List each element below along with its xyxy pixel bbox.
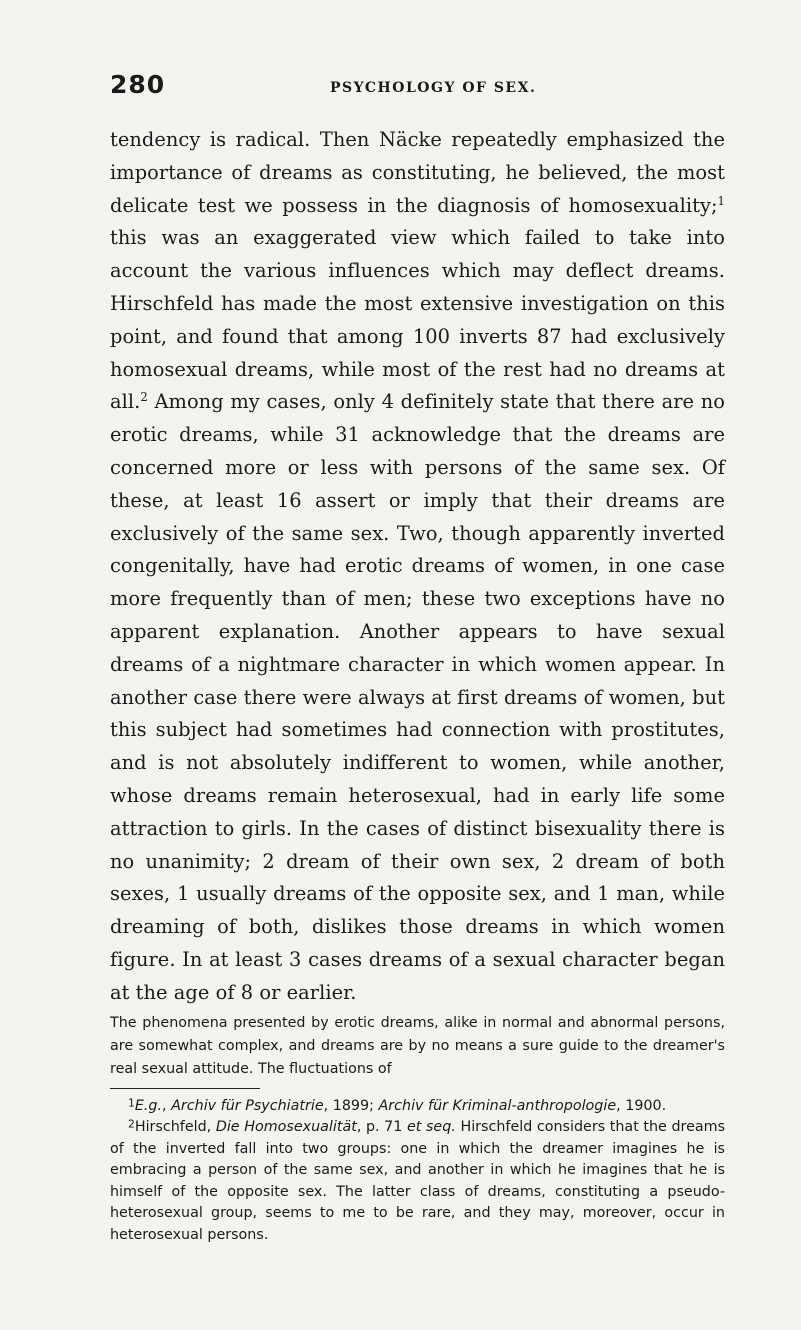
footnote-reference: 2 <box>140 390 148 405</box>
footnote-1 <box>110 1096 725 1118</box>
main-text <box>110 124 725 1010</box>
footnote-italic: E.g. <box>134 1097 163 1114</box>
footnote-text: , 1900. <box>616 1097 667 1114</box>
page-header <box>110 70 725 110</box>
footnote-reference: 1 <box>717 193 725 208</box>
footnote-text: Hirschfeld, <box>134 1119 216 1136</box>
running-head: PSYCHOLOGY OF SEX. <box>330 80 537 96</box>
footnote-2 <box>110 1117 725 1246</box>
book-page <box>110 70 725 1246</box>
footnote-marker: 2 <box>128 1117 135 1131</box>
paragraph-text: Among my cases, only 4 definitely state that there are no erotic dreams, while 31 acknowledge that the dreams are concerned more or less with persons of the same sex. Of these, at least 16 assert or imply that their dreams are exclusively of the same sex. Two, though apparently inverted congenitally, have had erotic dreams of women, in one case more frequently than of men; these two exceptions have no apparent explanation. Another appears to have sexual dreams of a nightmare character in which women appear. In another case there were always at first dreams of women, but this subject had sometimes had connection with prostitutes, and is not absolutely indifferent to women, while another, whose dreams remain heterosexual, had in early life some attraction to girls. In the cases of distinct bisexuality there is no unanimity; 2 dream of their own sex, 2 dream of both sexes, 1 usually dreams of the opposite sex, and 1 man, while dreaming of both, dislikes those dreams in which women figure. In at least 3 cases dreams of a sexual character began at the age of 8 or earlier. <box>110 390 725 1004</box>
footnote-text: , <box>162 1097 172 1114</box>
footnote-text: Hirschfeld considers that the dreams of the inverted fall into two groups: one in which the dreamer imagines he is embracing a person of the same sex, and another in which he imagines that he is himself of the opposite sex. The latter class of dreams, constituting a pseudo-heterosexual group, seems to me to be rare, and they may, moreover, occur in heterosexual persons. <box>110 1119 726 1243</box>
paragraph-text: The phenomena presented by erotic dreams, alike in normal and abnormal persons, are somewhat complex, and dreams are by no means a sure guide to the dreamer's real sexual attitude. The fluctuations of <box>110 1014 725 1077</box>
footnote-book-title: Die Homosexualität <box>215 1119 357 1136</box>
footnote-text: , p. 71 <box>356 1119 407 1136</box>
paragraph-text: tendency is radical. Then Näcke repeatedly emphasized the importance of dreams as constituting, he believed, the most delicate test we possess in the diagnosis of homosexuality; <box>110 128 725 217</box>
small-print-paragraph <box>110 1012 725 1081</box>
body-paragraph <box>110 124 725 1010</box>
footnote-italic: et seq. <box>406 1119 456 1136</box>
footnotes <box>110 1096 725 1247</box>
footnote-text: , 1899; <box>323 1097 379 1114</box>
footnote-marker: 1 <box>128 1095 135 1109</box>
page-number: 280 <box>110 70 166 99</box>
footnote-journal-title: Archiv für Psychiatrie <box>171 1097 324 1114</box>
footnote-divider <box>110 1088 260 1089</box>
paragraph-text: this was an exaggerated view which failed to take into account the various influences which may deflect dreams. Hirschfeld has made the most extensive investigation on this point, and found that among 100 inverts 87 had exclusively homosexual dreams, while most of the rest had no dreams at all. <box>110 226 725 414</box>
footnote-journal-title: Archiv für Kriminal-anthropologie <box>378 1097 617 1114</box>
